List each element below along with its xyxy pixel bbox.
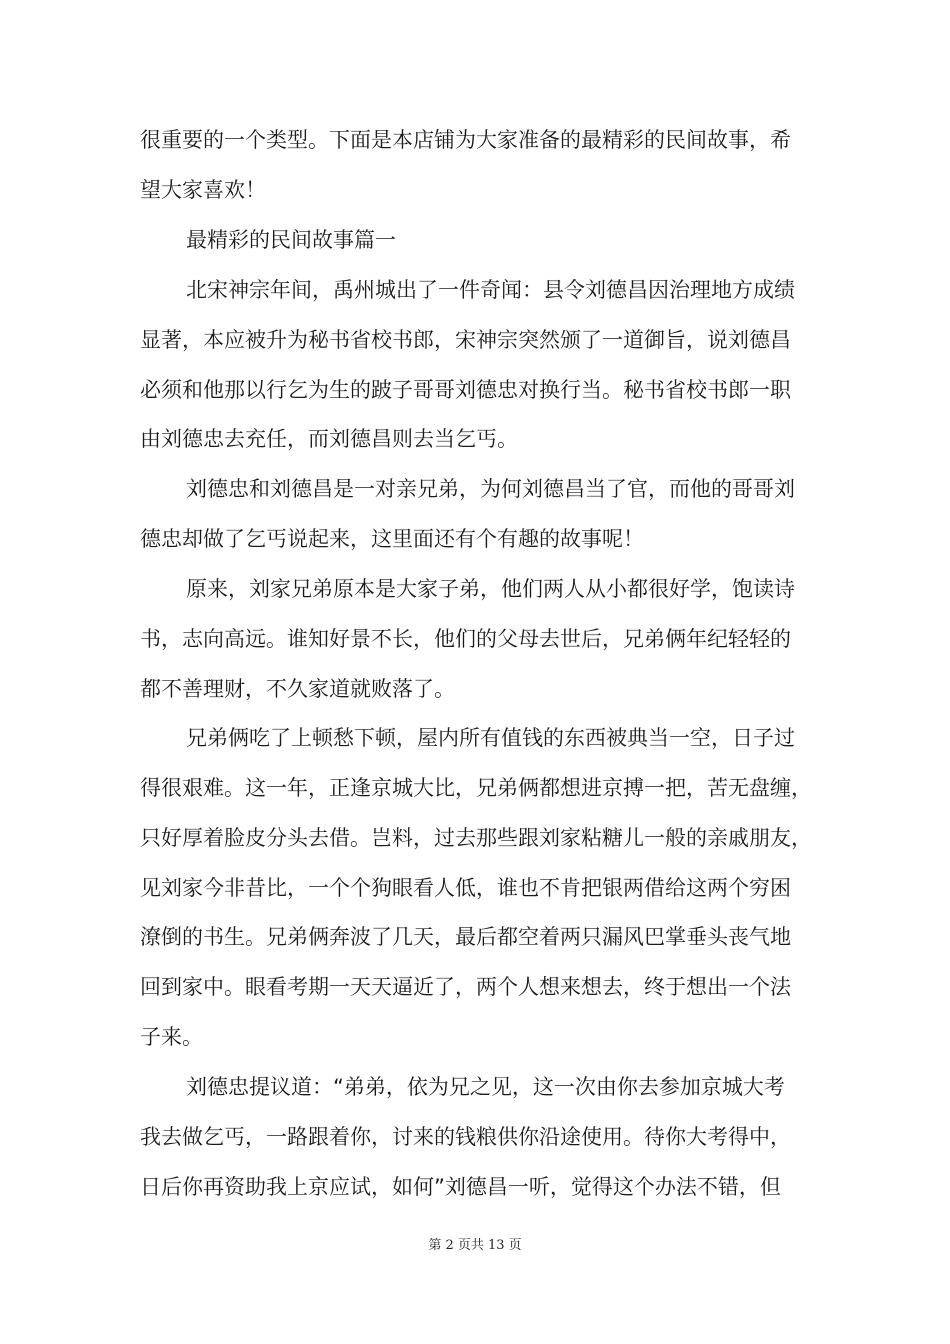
- text-line: 原来，刘家兄弟原本是大家子弟，他们两人从小都很好学，饱读诗: [186, 577, 795, 601]
- text-line: 刘德忠提议道：“弟弟，依为兄之见，这一次由你去参加京城大考: [186, 1075, 785, 1099]
- text-line: 刘德忠和刘德昌是一对亲兄弟，为何刘德昌当了官，而他的哥哥刘: [186, 477, 795, 501]
- text-line: 很重要的一个类型。下面是本店铺为大家准备的最精彩的民间故事，希: [140, 128, 791, 152]
- text-line: 我去做乞丐，一路跟着你，讨来的钱粮供你沿途使用。待你大考得中，: [140, 1125, 791, 1149]
- text-line: 由刘德忠去充任，而刘德昌则去当乞丐。: [140, 427, 518, 451]
- text-line: 日后你再资助我上京应试，如何”刘德昌一听，觉得这个办法不错，但: [140, 1175, 781, 1199]
- text-line: 必须和他那以行乞为生的跛子哥哥刘德忠对换行当。秘书省校书郎一职: [140, 378, 791, 402]
- text-line: 回到家中。眼看考期一天天逼近了，两个人想来想去，终于想出一个法: [140, 975, 791, 999]
- text-line: 潦倒的书生。兄弟俩奔波了几天，最后都空着两只漏风巴掌垂头丧气地: [140, 925, 791, 949]
- text-line: 兄弟俩吃了上顿愁下顿，屋内所有值钱的东西被典当一空，日子过: [186, 726, 795, 750]
- text-line: 显著，本应被升为秘书省校书郎，宋神宗突然颁了一道御旨，说刘德昌: [140, 328, 791, 352]
- text-line: 见刘家今非昔比，一个个狗眼看人低，谁也不肯把银两借给这两个穷困: [140, 876, 791, 900]
- text-line: 子来。: [140, 1025, 203, 1049]
- text-line: 只好厚着脸皮分头去借。岂料，过去那些跟刘家粘糖儿一般的亲戚朋友，: [140, 826, 812, 850]
- section-heading: 最精彩的民间故事篇一: [186, 228, 396, 252]
- text-line: 望大家喜欢！: [140, 178, 266, 202]
- text-line: 都不善理财，不久家道就败落了。: [140, 677, 455, 701]
- text-line: 得很艰难。这一年，正逢京城大比，兄弟俩都想进京搏一把，苦无盘缠，: [140, 776, 812, 800]
- text-line: 书，志向高远。谁知好景不长，他们的父母去世后，兄弟俩年纪轻轻的: [140, 627, 791, 651]
- text-line: 德忠却做了乞丐说起来，这里面还有个有趣的故事呢！: [140, 527, 644, 551]
- text-line: 北宋神宗年间，禹州城出了一件奇闻：县令刘德昌因治理地方成绩: [186, 278, 795, 302]
- page-number-footer: 第 2 页共 13 页: [428, 1238, 522, 1253]
